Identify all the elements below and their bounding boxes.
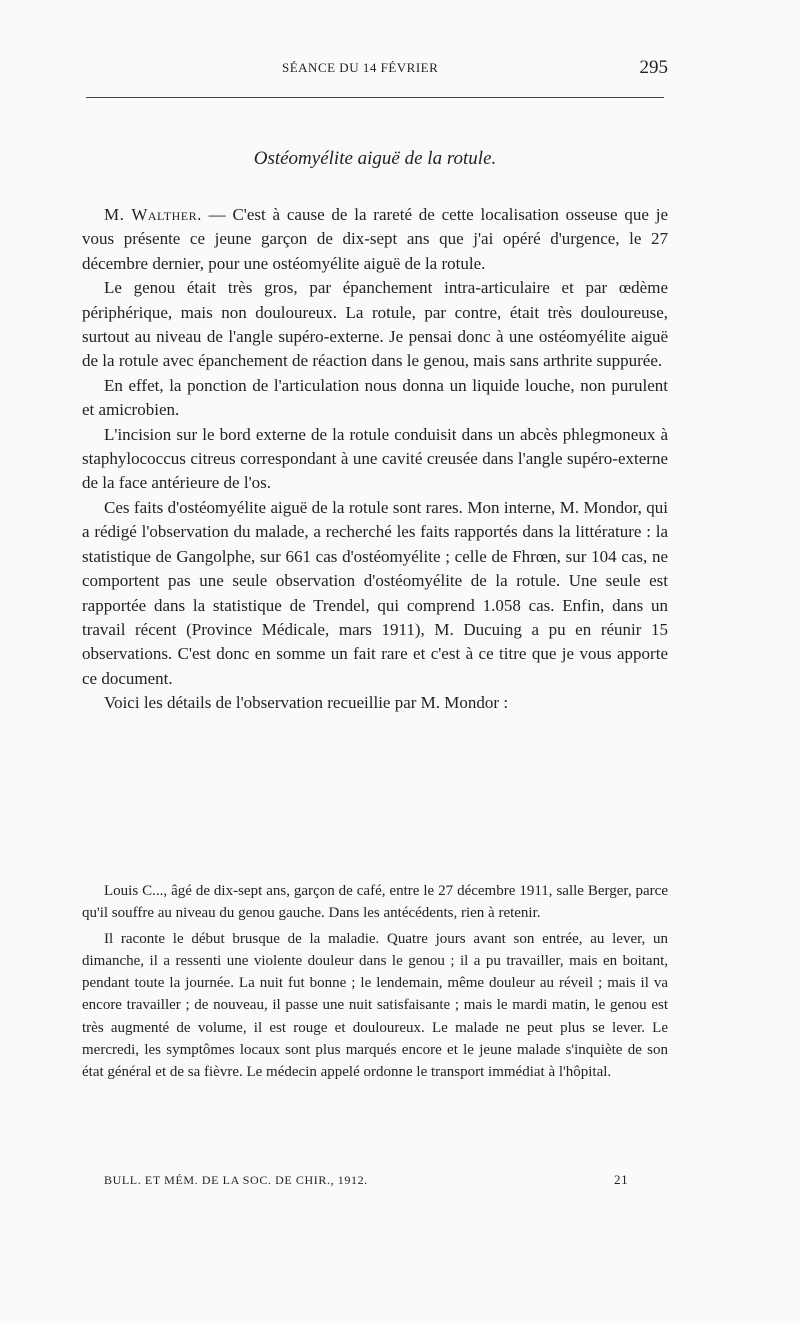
paragraph: L'incision sur le bord externe de la rotule conduisit dans un abcès phlegmoneux à staphylococcus citreus correspondant à une cavité creusée dans l'angle supéro-externe de la face antérieure de l'os. — [82, 424, 668, 493]
running-header — [82, 57, 668, 82]
paragraph: Le genou était très gros, par épanchement intra-articulaire et par œdème périphérique, mais non douloureux. La rotule, par contre, était très douloureuse, surtout au niveau de l'angle supéro-externe. Je pensai donc à une ostéomyélite aiguë de la rotule avec épanchement de réaction dans le genou, mais sans arthrite suppurée. — [82, 278, 668, 371]
paragraph — [82, 203, 668, 276]
observation-paragraph: Louis C..., âgé de dix-sept ans, garçon de café, entre le 27 décembre 1911, salle Berger, parce qu'il souffre au niveau du genou gauche. Dans les antécédents, rien à retenir. — [82, 883, 668, 922]
paragraph: Voici les détails de l'observation recueillie par M. Mondor : — [104, 693, 509, 713]
signature-mark: 21 — [614, 1172, 629, 1187]
observation-paragraph: Il raconte le début brusque de la maladie. Quatre jours avant son entrée, au lever, un dimanche, il a ressenti une violente douleur dans le genou ; il a pu travailler, mais en boitant, pendant toute la journée. La nuit fut bonne ; le lendemain, même douleur au réveil ; mais il va encore travailler ; de nouveau, il passe une nuit satisfaisante ; mais le mardi matin, le genou est très augmenté de volume, il est rouge et douloureux. Le malade ne peut plus se lever. Le mercredi, les symptômes locaux sont plus marqués encore et le jeune malade s'inquiète de son état général et de sa fièvre. Le médecin appelé ordonne le transport immédiat à l'hôpital. — [82, 930, 668, 1081]
page-footer — [104, 1172, 629, 1191]
paragraph-text: — C'est à cause de la rareté de cette localisation osseuse que je vous présente ce jeune garçon de dix-sept ans que j'ai opéré d'urgence, le 27 décembre dernier, pour une ostéomyélite aiguë de la rotule. — [82, 205, 668, 273]
observation-text — [82, 880, 668, 1084]
main-text — [82, 203, 668, 716]
paragraph: Ces faits d'ostéomyélite aiguë de la rotule sont rares. Mon interne, M. Mondor, qui a rédigé l'observation du malade, a recherché les faits rapportés dans la littérature : la statistique de Gangolphe, sur 661 cas d'ostéomyélite ; celle de Fhrœn, sur 104 cas, ne comportent pas une seule observation d'ostéomyélite de la rotule. Une seule est rapportée dans la statistique de Trendel, qui comprend 1.058 cas. Enfin, dans un travail récent (Province Médicale, mars 1911), M. Ducuing a pu en réunir 15 observations. C'est donc en somme un fait rare et c'est à ce titre que je vous apporte ce document. — [82, 497, 668, 688]
running-title: SÉANCE DU 14 FÉVRIER — [282, 60, 439, 75]
paragraph: En effet, la ponction de l'articulation nous donna un liquide louche, non purulent et amicrobien. — [82, 375, 668, 420]
article-title: Ostéomyélite aiguë de la rotule. — [253, 148, 497, 169]
journal-reference: BULL. ET MÉM. DE LA SOC. DE CHIR., 1912. — [104, 1173, 368, 1187]
header-rule — [86, 97, 664, 98]
page-number: 295 — [639, 57, 668, 78]
speaker-name: M. Walther. — [104, 205, 202, 224]
